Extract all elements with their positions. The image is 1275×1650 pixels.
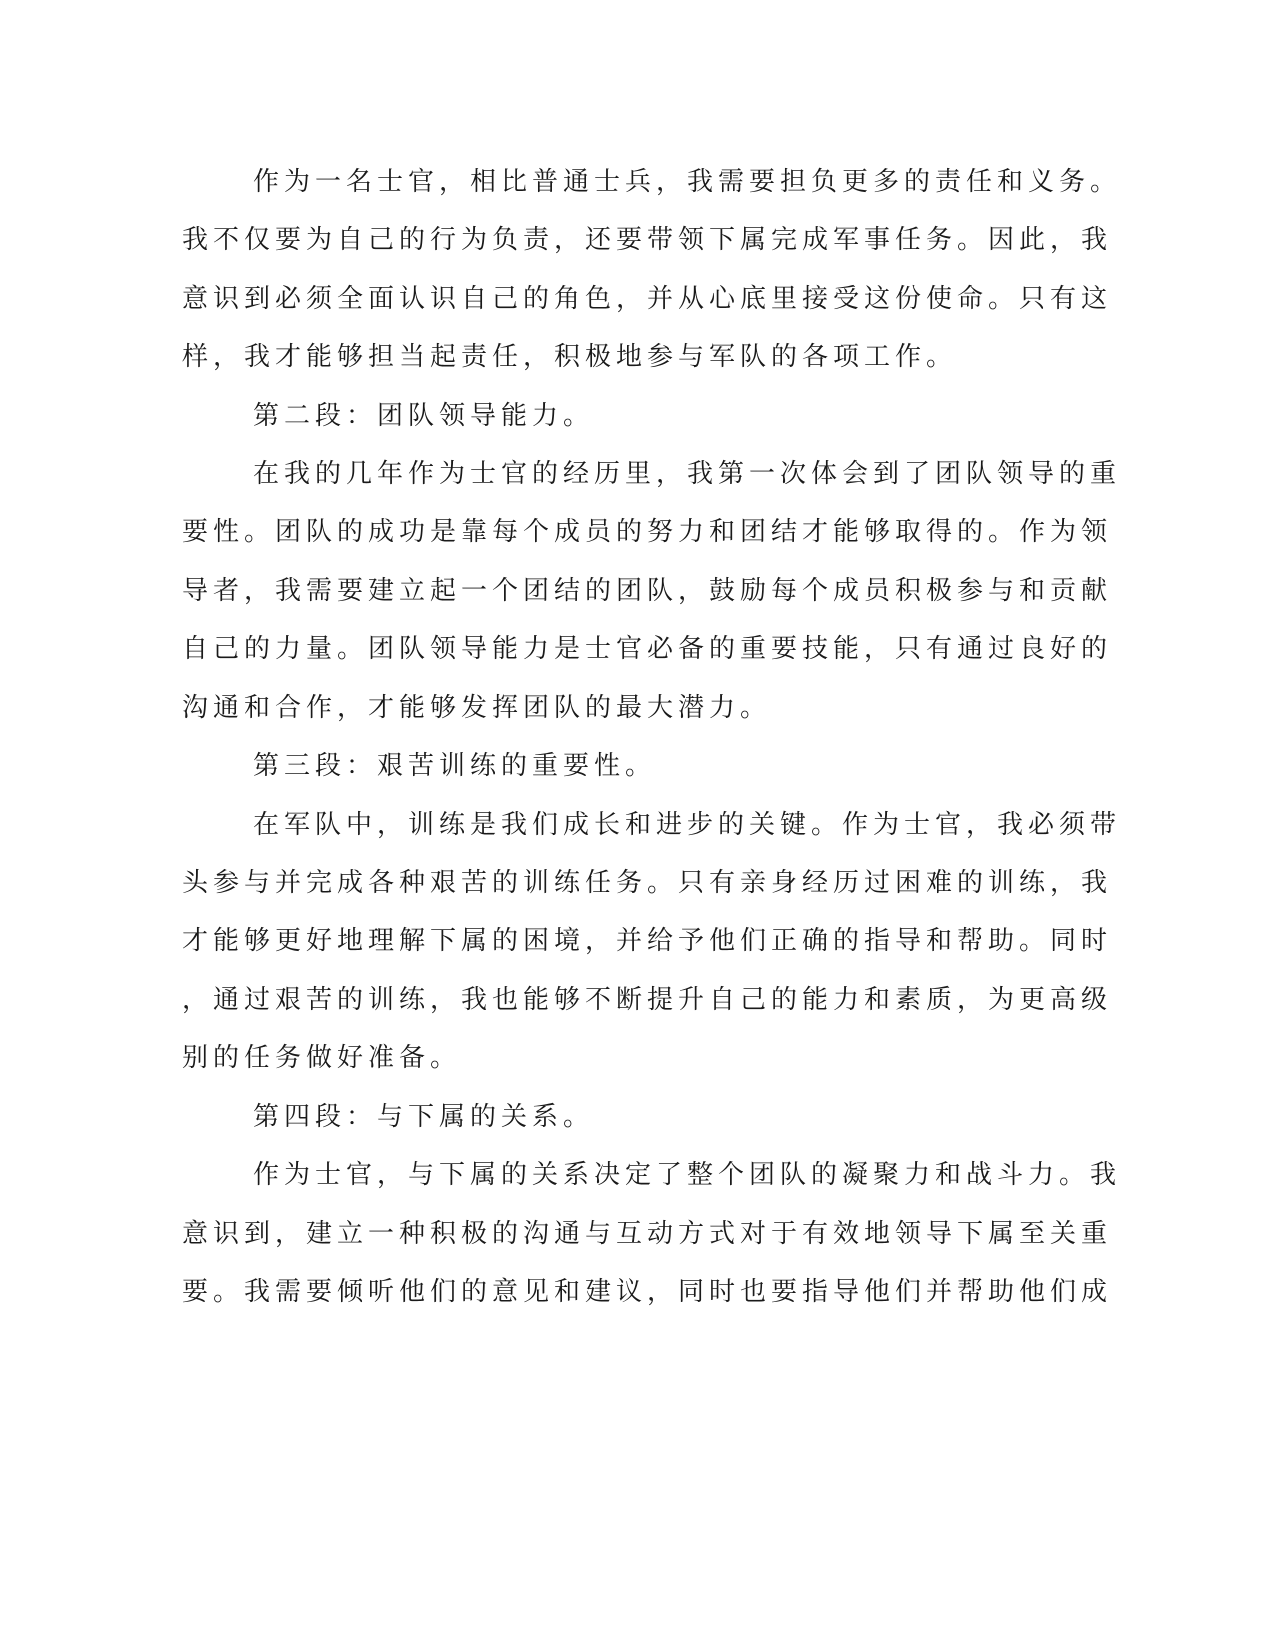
text-line: 我不仅要为自己的行为负责，还要带领下属完成军事任务。因此，我 bbox=[182, 225, 1113, 255]
section-heading: 第四段：与下属的关系。 bbox=[253, 1102, 595, 1132]
text-line: 作为一名士官，相比普通士兵，我需要担负更多的责任和义务。 bbox=[253, 167, 1122, 197]
text-line: 别的任务做好准备。 bbox=[182, 1043, 462, 1073]
text-line: 样，我才能够担当起责任，积极地参与军队的各项工作。 bbox=[182, 342, 958, 372]
text-line: 在军队中，训练是我们成长和进步的关键。作为士官，我必须带 bbox=[253, 810, 1122, 840]
text-line: ，通过艰苦的训练，我也能够不断提升自己的能力和素质，为更高级 bbox=[182, 985, 1113, 1015]
text-line: 作为士官，与下属的关系决定了整个团队的凝聚力和战斗力。我 bbox=[253, 1160, 1122, 1190]
text-line: 意识到，建立一种积极的沟通与互动方式对于有效地领导下属至关重 bbox=[182, 1219, 1113, 1249]
text-line: 在我的几年作为士官的经历里，我第一次体会到了团队领导的重 bbox=[253, 459, 1122, 489]
text-line: 导者，我需要建立起一个团结的团队，鼓励每个成员积极参与和贡献 bbox=[182, 576, 1113, 606]
text-line: 沟通和合作，才能够发挥团队的最大潜力。 bbox=[182, 693, 772, 723]
text-line: 头参与并完成各种艰苦的训练任务。只有亲身经历过困难的训练，我 bbox=[182, 868, 1113, 898]
text-line: 自己的力量。团队领导能力是士官必备的重要技能，只有通过良好的 bbox=[182, 634, 1113, 664]
text-line: 意识到必须全面认识自己的角色，并从心底里接受这份使命。只有这 bbox=[182, 284, 1113, 314]
text-line: 才能够更好地理解下属的困境，并给予他们正确的指导和帮助。同时 bbox=[182, 926, 1113, 956]
text-line: 要性。团队的成功是靠每个成员的努力和团结才能够取得的。作为领 bbox=[182, 517, 1113, 547]
text-line: 要。我需要倾听他们的意见和建议，同时也要指导他们并帮助他们成 bbox=[182, 1277, 1113, 1307]
section-heading: 第二段：团队领导能力。 bbox=[253, 401, 595, 431]
section-heading: 第三段：艰苦训练的重要性。 bbox=[253, 751, 657, 781]
